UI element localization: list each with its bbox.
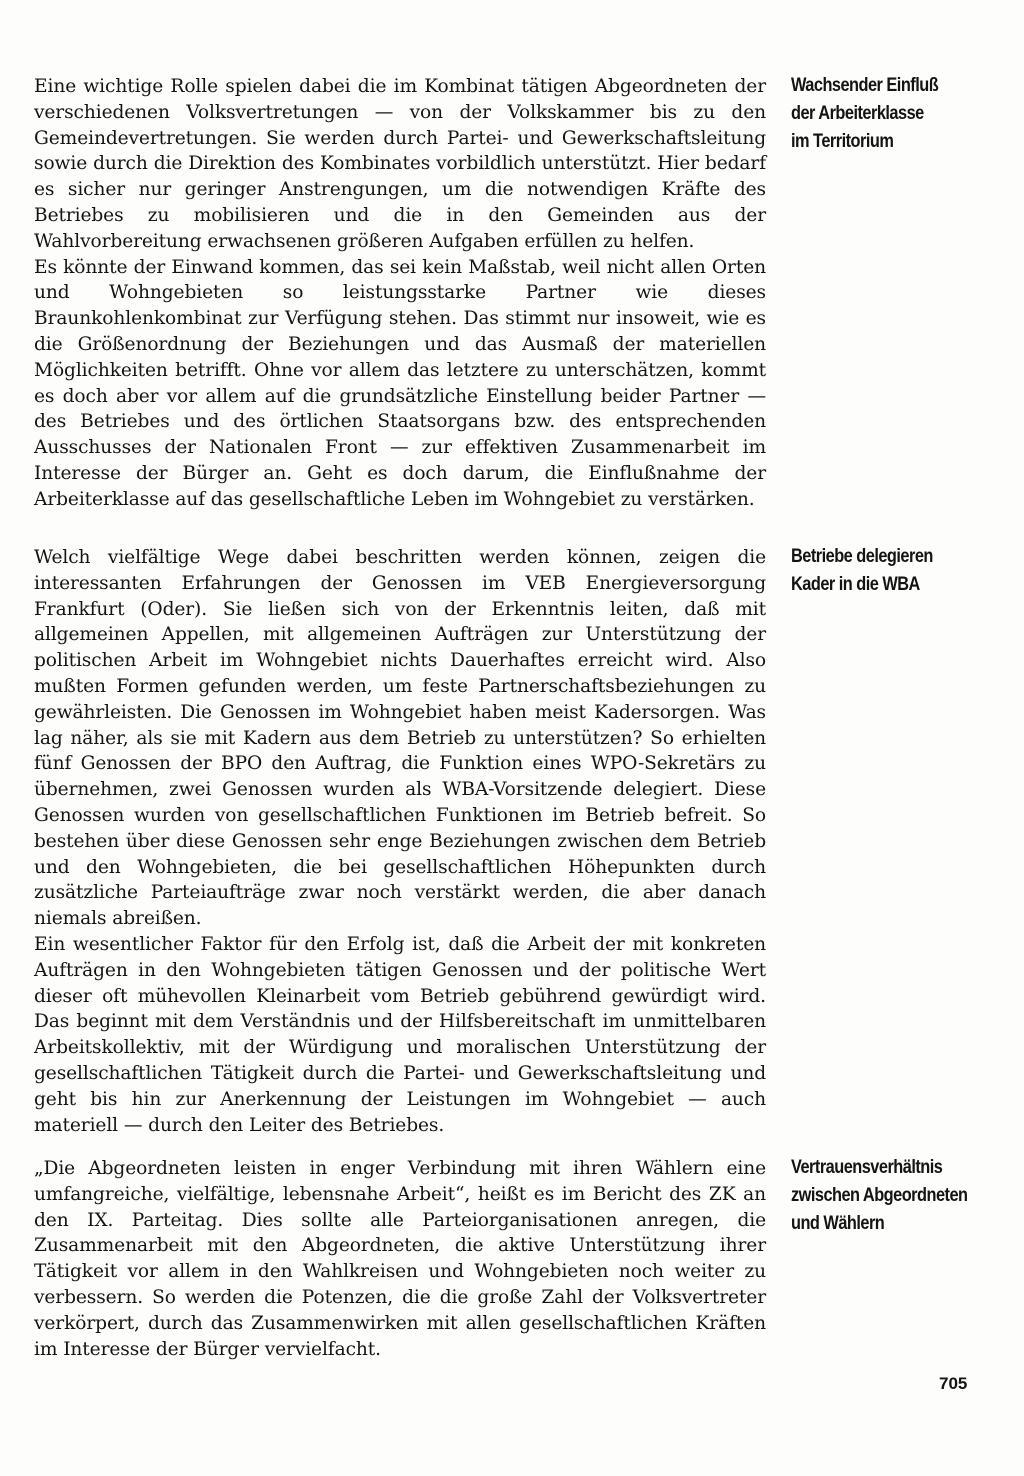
side-note-line: der Arbeiterklasse <box>791 103 924 124</box>
side-note-3 <box>791 1154 968 1238</box>
paragraph-4: Ein wesentlicher Faktor für den Erfolg ist, daß die Arbeit der mit konkreten Aufträgen in den Wohngebieten tätigen Genossen und der politische Wert dieser oft mühevollen Kleinarbeit vom Betrieb gebührend gewürdigt wird. Das beginnt mit dem Verständnis und der Hilfsbereitschaft im unmittelbaren Arbeitskollektiv, mit der Würdigung und moralischen Unterstützung der gesellschaftlichen Tätigkeit durch die Partei- und Gewerkschaftsleitung und geht bis hin zur Anerkennung der Leistungen im Wohngebiet — auch materiell — durch den Leiter des Betriebes. <box>34 933 766 1136</box>
page-number: 705 <box>939 1374 968 1393</box>
side-note-line: Kader in die WBA <box>791 574 920 595</box>
side-note-line: Wachsender Einfluß <box>791 75 939 96</box>
side-note-line: und Wählern <box>791 1213 885 1234</box>
side-note-line: Vertrauensverhältnis <box>791 1157 943 1178</box>
side-note-line: im Territorium <box>791 131 894 152</box>
paragraph-3: Welch vielfältige Wege dabei beschritten werden können, zeigen die interessanten Erfahrungen der Genossen im VEB Energieversorgung Frankfurt (Oder). Sie ließen sich von der Erkenntnis leiten, daß mit allgemeinen Appellen, mit allgemeinen Aufträgen zur Unterstützung der politischen Arbeit im Wohngebiet nichts Dauerhaftes erreicht wird. Also mußten Formen gefunden werden, um feste Partnerschaftsbeziehungen zu gewährleisten. Die Genossen im Wohngebiet haben meist Kadersorgen. Was lag näher, als sie mit Kadern aus dem Betrieb zu unterstützen? So erhielten fünf Genossen der BPO den Auftrag, die Funktion eines WPO-Sekretärs zu übernehmen, zwei Genossen wurden als WBA-Vorsitzende delegiert. Diese Genossen wurden von gesellschaftlichen Funktionen im Betrieb befreit. So bestehen über diese Genossen sehr enge Beziehungen zwischen dem Betrieb und den Wohngebieten, die bei gesellschaftlichen Höhepunkten durch zusätzliche Parteiaufträge zwar noch verstärkt werden, die aber danach niemals abreißen. <box>34 547 766 930</box>
side-note-line: zwischen Abgeordneten <box>791 1185 968 1206</box>
text-block-1 <box>34 74 766 513</box>
paragraph-1: Eine wichtige Rolle spielen dabei die im Kombinat tätigen Abgeordneten der verschiedenen Volksvertretungen — von der Volkskammer bis zu den Gemeindevertretungen. Sie werden durch Partei- und Gewerkschaftsleitung sowie durch die Direktion des Kombinates vorbildlich unterstützt. Hier bedarf es sicher nur geringer Anstrengungen, um die notwendigen Kräfte des Betriebes zu mobilisieren und die in den Gemeinden aus der Wahlvorbereitung erwachsenen größeren Aufgaben erfüllen zu helfen. <box>34 76 766 252</box>
paragraph-5: „Die Abgeordneten leisten in enger Verbindung mit ihren Wählern eine umfangreiche, vielfältige, lebensnahe Arbeit“, heißt es im Bericht des ZK an den IX. Parteitag. Dies sollte alle Parteiorganisationen anregen, die Zusammenarbeit mit den Abgeordneten, die aktive Unterstützung ihrer Tätigkeit vor allem in den Wahlkreisen und Wohngebieten noch weiter zu verbessern. So werden die Potenzen, die die große Zahl der Volksvertreter verkörpert, durch das Zusammenwirken mit allen gesellschaftlichen Kräften im Interesse der Bürger vervielfacht. <box>34 1158 766 1360</box>
side-note-1 <box>791 72 963 156</box>
text-block-3 <box>34 1156 766 1362</box>
side-note-2 <box>791 543 963 599</box>
paragraph-2: Es könnte der Einwand kommen, das sei kein Maßstab, weil nicht allen Orten und Wohngebieten so leistungsstarke Partner wie dieses Braunkohlenkombinat zur Verfügung stehen. Das stimmt nur insoweit, wie es die Größenordnung der Beziehungen und das Ausmaß der materiellen Möglichkeiten betrifft. Ohne vor allem das letztere zu unterschätzen, kommt es doch aber vor allem auf die grundsätzliche Einstellung beider Partner — des Betriebes und des örtlichen Staatsorgans bzw. des entsprechenden Ausschusses der Nationalen Front — zur effektiven Zusammenarbeit im Interesse der Bürger an. Geht es doch darum, die Einflußnahme der Arbeiterklasse auf das gesellschaftliche Leben im Wohngebiet zu verstärken. <box>34 256 766 510</box>
text-block-2 <box>34 545 766 1138</box>
side-note-line: Betriebe delegieren <box>791 546 933 567</box>
